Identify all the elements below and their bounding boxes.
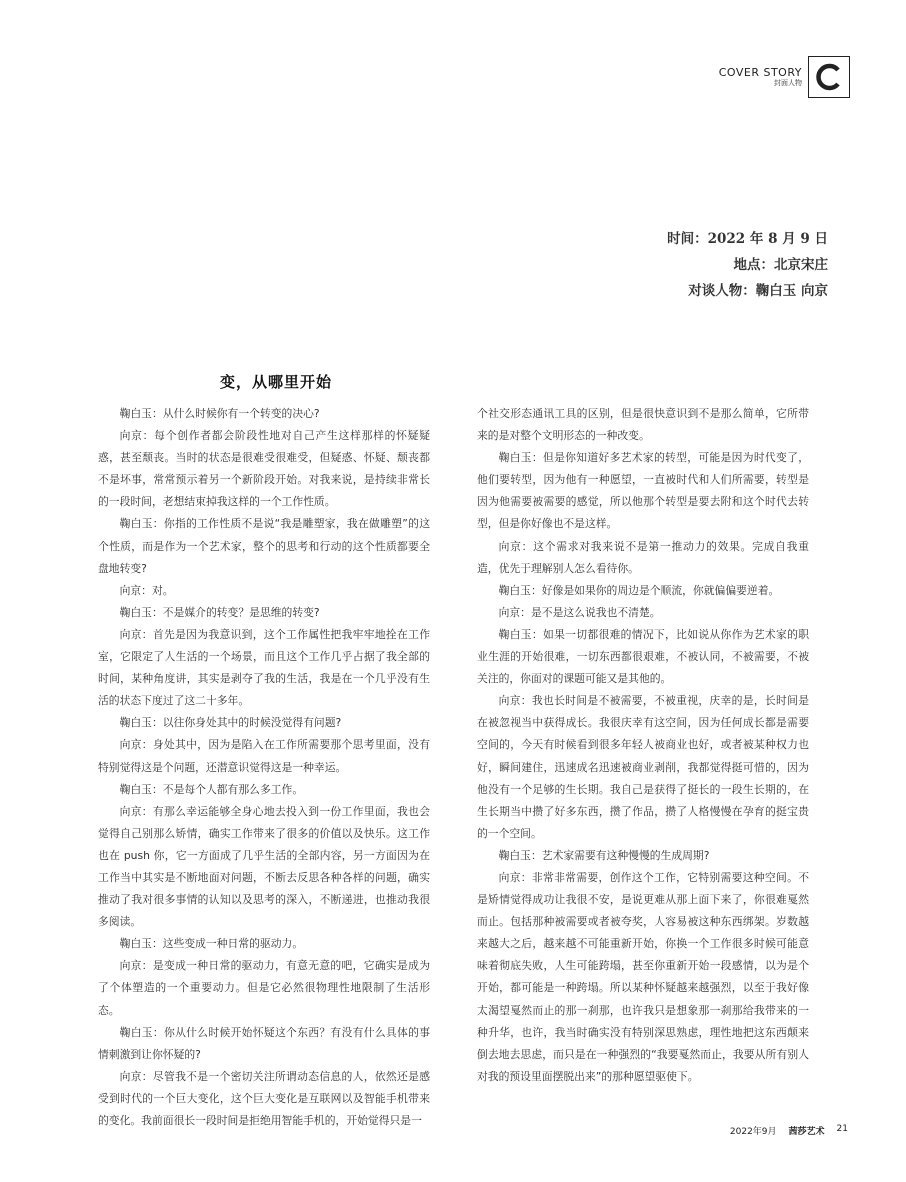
paragraph-text: 从什么时候你有一个转变的决心? bbox=[162, 407, 320, 420]
page-number: 21 bbox=[836, 1124, 848, 1134]
paragraph-text: 个社交形态通讯工具的区别，但是很快意识到不是那么简单，它所带来的是对整个文明形态的一种改变。 bbox=[477, 407, 809, 443]
c-logo-glyph bbox=[813, 61, 845, 93]
speaker-label: 鞠白玉： bbox=[119, 716, 163, 730]
left-column bbox=[98, 403, 430, 1132]
paragraph bbox=[98, 955, 430, 1021]
paragraph-text: 你指的工作性质不是说“我是雕塑家，我在做雕塑”的这个性质，而是作为一个艺术家，整个的思考和行动的这个性质都要全盘地转变? bbox=[98, 517, 431, 575]
speaker-label: 向京： bbox=[498, 870, 532, 884]
paragraph-text: 我也长时间是不被需要，不被重视，庆幸的是，长时间是在被忽视当中获得成长。我很庆幸有这空间，因为任何成长都是需要空间的，今天有时候看到很多年轻人被商业也好，或者被某种权力也好，瞬间建住，迅速成名迅速被商业剥削，我都觉得挺可惜的，因为他没有一个足够的生长期。我自己是获得了挺长的一段生长期的，在生长期当中攒了好多东西，攒了作品，攒了人格慢慢在孕育的挺宝贵的一个空间。 bbox=[477, 694, 810, 840]
paragraph-text: 尽管我不是一个密切关注所谓动态信息的人，依然还是感受到时代的一个巨大变化，这个巨大变化是互联网以及智能手机带来的变化。我前面很长一段时间是拒绝用智能手机的，开始觉得只是一 bbox=[98, 1069, 431, 1127]
page-footer bbox=[730, 1124, 848, 1137]
paragraph bbox=[98, 1022, 430, 1066]
speaker-label: 鞠白玉： bbox=[119, 605, 163, 619]
interview-meta bbox=[667, 226, 828, 304]
paragraph bbox=[477, 602, 809, 624]
paragraph-text: 每个创作者都会阶段性地对自己产生这样那样的怀疑疑惑，甚至颓丧。当时的状态是很难受很难受，但疑惑、怀疑、颓丧都不是坏事，常常预示着另一个新阶段开始。对我来说，是持续非常长的一段时间，老想结束掉我这样的一个工作性质。 bbox=[98, 429, 431, 509]
cover-story-label: COVER STORY bbox=[718, 66, 802, 79]
paragraph bbox=[98, 1066, 430, 1132]
speaker-label: 向京： bbox=[119, 429, 155, 443]
paragraph-text: 身处其中，因为是陷入在工作所需要那个思考里面，没有特别觉得这是个问题，还潜意识觉得这是一种幸运。 bbox=[98, 738, 431, 774]
paragraph bbox=[98, 933, 430, 955]
paragraph bbox=[477, 536, 809, 580]
speaker-label: 向京： bbox=[498, 605, 531, 619]
speaker-label: 向京： bbox=[498, 694, 532, 708]
paragraph bbox=[98, 513, 430, 579]
paragraph bbox=[98, 403, 430, 425]
footer-date: 2022年9月 bbox=[729, 1127, 777, 1137]
paragraph bbox=[98, 580, 430, 602]
meta-time: 时间：2022 年 8 月 9 日 bbox=[667, 231, 828, 247]
cover-story-cn-label: 封面人物 bbox=[774, 79, 802, 87]
paragraph bbox=[98, 712, 430, 734]
section-title: 变，从哪里开始 bbox=[220, 373, 333, 391]
speaker-label: 鞠白玉： bbox=[119, 1025, 164, 1039]
c-logo-icon bbox=[808, 56, 850, 98]
paragraph bbox=[98, 779, 430, 801]
speaker-label: 鞠白玉： bbox=[119, 407, 163, 420]
paragraph-text: 不是每个人都有那么多工作。 bbox=[162, 782, 304, 796]
paragraph bbox=[477, 403, 809, 447]
meta-people: 对谈人物：鞠白玉 向京 bbox=[688, 283, 828, 299]
paragraph-text: 对。 bbox=[151, 583, 174, 597]
paragraph-text: 有那么幸运能够全身心地去投入到一份工作里面，我也会觉得自己别那么矫情，确实工作带来了很多的价值以及快乐。这工作也在 push 你，它一方面成了几乎生活的全部内容，另一方面因为在工作当中其实是不断地面对问题，不断去反思各种各样的问题，确实推动了我对很多事情的认知以及思考的深入，不断递进，也推动我很多阅读。 bbox=[98, 804, 431, 929]
speaker-label: 鞠白玉： bbox=[119, 782, 163, 796]
speaker-label: 鞠白玉： bbox=[119, 517, 164, 531]
paragraph-text: 好像是如果你的周边是个顺流，你就偏偏要逆着。 bbox=[541, 583, 780, 597]
paragraph-text: 这个需求对我来说不是第一推动力的效果。完成自我重造，优先于理解别人怎么看待你。 bbox=[477, 539, 810, 575]
paragraph bbox=[477, 580, 809, 602]
paragraph bbox=[98, 425, 430, 513]
paragraph bbox=[98, 801, 430, 934]
speaker-label: 鞠白玉： bbox=[119, 937, 163, 951]
paragraph-text: 非常非常需要，创作这个工作，它特别需要这种空间。不是矫情觉得成功让我很不安，是说更难从那上面下来了，你很难戛然而止。包括那种被需要或者被夸奖，人容易被这种东西绑架。岁数越来越大之后，越来越不可能重新开始，你换一个工作很多时候可能意味着彻底失败，人生可能跨塌，甚至你重新开始一段感情，以为是个开始，都可能是一种跨塌。所以某种怀疑越来越强烈，以至于我好像太渴望戛然而止的那一刹那，也许我只是想象那一刹那给我带来的一种升华，也许，我当时确实没有特别深思熟虑，理性地把这东西颠来倒去地去思虑，而只是在一种强烈的“我要戛然而止，我要从所有别人对我的预设里面摆脱出来”的那种愿望驱使下。 bbox=[477, 870, 810, 1083]
cover-story-text bbox=[719, 66, 802, 88]
paragraph bbox=[477, 447, 809, 535]
meta-place: 地点：北京宋庄 bbox=[733, 257, 828, 273]
paragraph-text: 艺术家需要有这种慢慢的生成周期? bbox=[541, 848, 710, 862]
paragraph bbox=[477, 845, 809, 867]
paragraph bbox=[98, 734, 430, 778]
speaker-label: 向京： bbox=[498, 539, 534, 553]
paragraph-text: 但是你知道好多艺术家的转型，可能是因为时代变了，他们要转型，因为他有一种愿望，一直被时代和人们所需要，转型是因为他需要被需要的感觉，所以他那个转型是要去附和这个时代去转型，但是你好像也不是这样。 bbox=[477, 451, 810, 531]
paragraph-text: 这些变成一种日常的驱动力。 bbox=[162, 937, 304, 951]
speaker-label: 向京： bbox=[119, 738, 153, 752]
speaker-label: 向京： bbox=[119, 1069, 153, 1083]
speaker-label: 鞠白玉： bbox=[498, 583, 542, 597]
paragraph-text: 是不是这么说我也不清楚。 bbox=[530, 605, 661, 619]
cover-story-header bbox=[719, 56, 850, 98]
paragraph-text: 不是媒介的转变？是思维的转变? bbox=[162, 605, 320, 619]
paragraph-text: 以往你身处其中的时候没觉得有问题? bbox=[162, 716, 342, 730]
paragraph-text: 首先是因为我意识到，这个工作属性把我牢牢地拴在工作室，它限定了人生活的一个场景，而且这个工作几乎占据了我全部的时间，某种角度讲，其实是剥夺了我的生活，我是在一个几乎没有生活的状态下度过了这二十多年。 bbox=[98, 627, 431, 708]
speaker-label: 向京： bbox=[119, 959, 153, 973]
paragraph bbox=[477, 867, 809, 1088]
paragraph-text: 是变成一种日常的驱动力，有意无意的吧，它确实是成为了个体塑造的一个重要动力。但是它必然很物理性地限制了生活形态。 bbox=[98, 959, 431, 1017]
paragraph-text: 你从什么时候开始怀疑这个东西？有没有什么具体的事情刺激到让你怀疑的? bbox=[98, 1025, 431, 1061]
speaker-label: 向京： bbox=[119, 583, 152, 597]
speaker-label: 鞠白玉： bbox=[498, 627, 543, 641]
paragraph-text: 如果一切都很难的情况下，比如说从你作为艺术家的职业生涯的开始很难，一切东西都很艰难，不被认同，不被需要，不被关注的，你面对的课题可能又是其他的。 bbox=[477, 627, 810, 686]
speaker-label: 鞠白玉： bbox=[498, 451, 543, 465]
speaker-label: 鞠白玉： bbox=[498, 848, 542, 862]
footer-magazine: 茜莎艺术 bbox=[788, 1127, 825, 1137]
speaker-label: 向京： bbox=[119, 804, 153, 818]
speaker-label: 向京： bbox=[119, 627, 153, 641]
paragraph bbox=[477, 624, 809, 690]
paragraph bbox=[98, 624, 430, 712]
right-column bbox=[477, 403, 809, 1088]
paragraph bbox=[477, 690, 809, 845]
paragraph bbox=[98, 602, 430, 624]
